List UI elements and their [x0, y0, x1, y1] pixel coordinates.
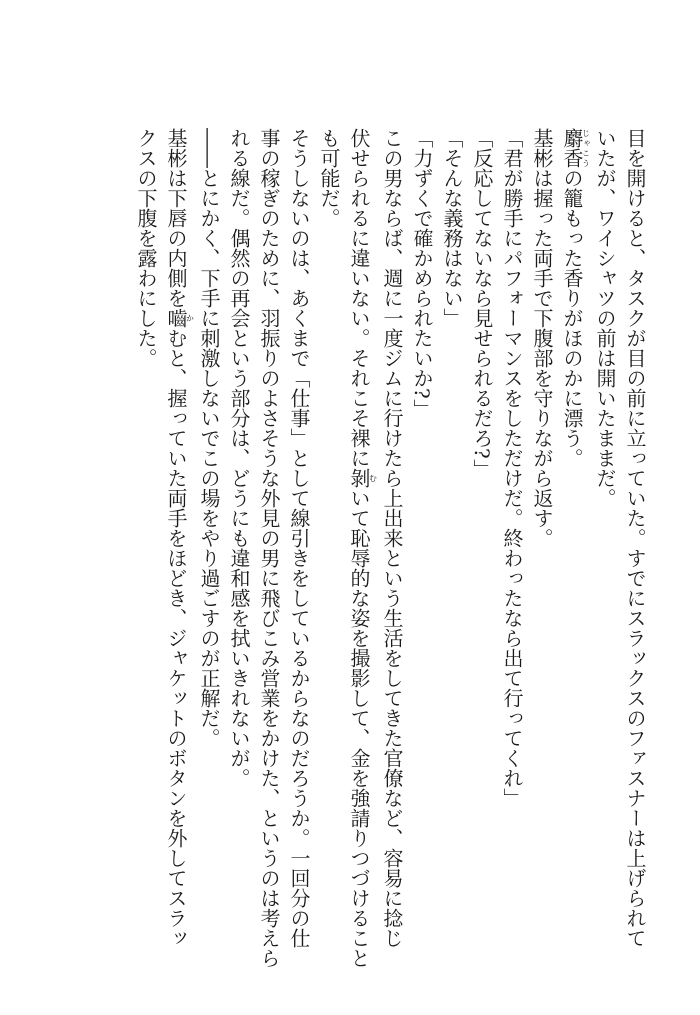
text-segment: 基彬は下唇の内側を	[164, 128, 188, 308]
text-line: 基彬は握った両手で下腹部を守りながら返す。	[530, 128, 554, 548]
text-line: この男ならば、週に一度ジムに行けたら上出来という生活をしてきた官僚など、容易に捻じ	[380, 128, 404, 948]
text-segment: いて恥辱的な姿を撮影して、金を強請りつづけること	[347, 488, 371, 968]
text-line: ――とにかく、下手に刺激しないでこの場をやり過ごすのが正解だ。	[197, 128, 221, 748]
text-line: 事の稼ぎのために、羽振りのよさそうな外見の男に飛びこみ営業をかけた、というのは考えら	[257, 128, 281, 968]
text-line	[161, 128, 194, 950]
ruby-word	[164, 308, 195, 328]
ruby-base: 麝香	[560, 128, 584, 168]
text-line: も可能だ。	[317, 128, 341, 228]
text-line: いたが、ワイシャツの前は開いたままだ。	[593, 128, 617, 508]
ruby-reading: む	[368, 468, 378, 488]
text-line: そうしないのは、あくまで「仕事」として線引きをしているからなのだろうか。一回分の仕	[287, 128, 311, 948]
ruby-base: 嚙	[164, 308, 188, 328]
text-line	[344, 128, 378, 968]
text-line: 「力ずくで確かめられたいか?」	[410, 128, 434, 419]
text-line: 「そんな義務はない」	[440, 128, 464, 328]
text-line: 「反応してないなら見せられるだろ?」	[470, 128, 494, 479]
ruby-reading: か	[185, 308, 195, 328]
text-line: 「君が勝手にパフォーマンスをしただけだ。終わったなら出て行ってくれ」	[500, 128, 524, 808]
ruby-reading: じゃこう	[581, 128, 591, 168]
text-segment: 伏せられるに違いない。それこそ裸に	[347, 128, 371, 468]
text-line: クスの下腹を露わにした。	[134, 128, 158, 368]
text-line	[557, 128, 590, 950]
text-segment: むと、握っていた両手をほどき、ジャケットのボタンを外してスラッ	[164, 328, 188, 948]
text-segment: の籠もった香りがほのかに漂う。	[560, 168, 584, 468]
ruby-word	[560, 128, 591, 168]
ruby-base: 剝	[347, 468, 371, 488]
text-line: 目を開けると、タスクが目の前に立っていた。すでにスラックスのファスナーは上げられて	[623, 128, 647, 948]
text-line: れる線だ。偶然の再会という部分は、どうにも違和感を拭いきれないが。	[227, 128, 251, 788]
vertical-text-body	[131, 128, 650, 968]
ruby-word	[347, 468, 378, 488]
